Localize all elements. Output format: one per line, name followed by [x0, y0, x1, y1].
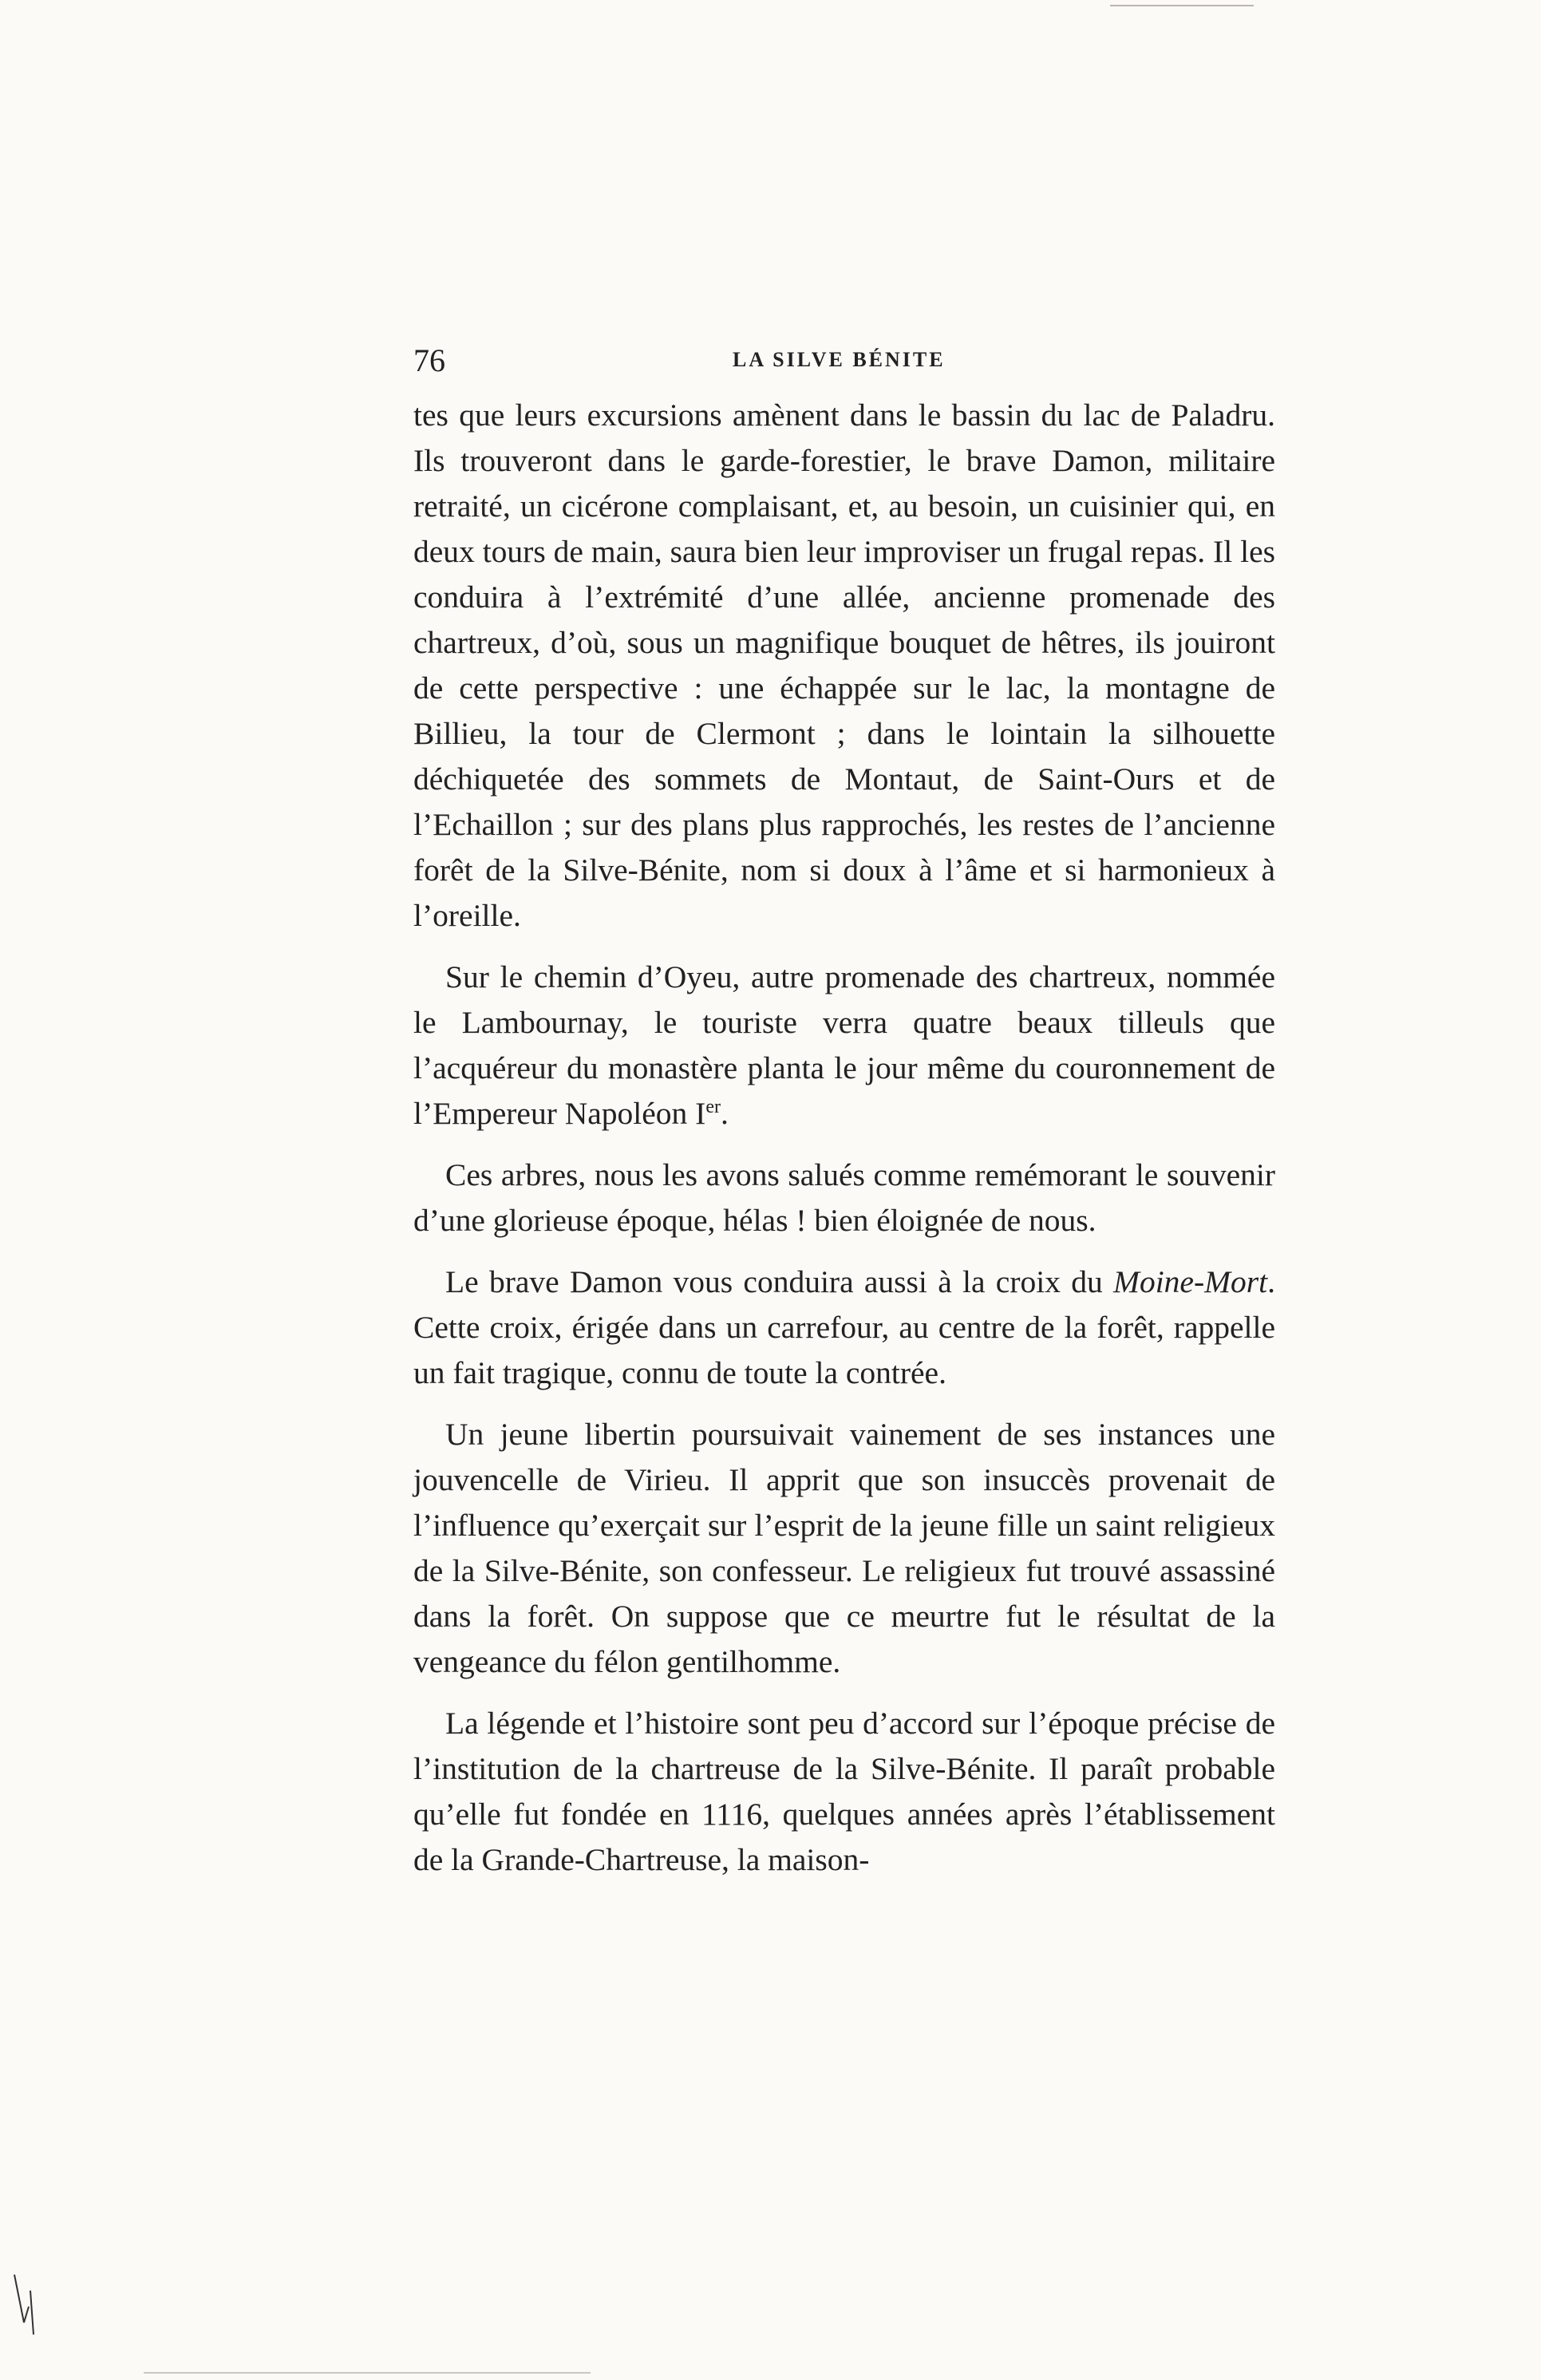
paragraph-4	[413, 1259, 1275, 1396]
page-header	[413, 342, 1275, 389]
scan-edge-line-top	[1110, 5, 1254, 6]
page-number: 76	[413, 342, 445, 378]
scan-edge-mark-icon	[10, 2267, 41, 2338]
paragraph-3: Ces arbres, nous les avons salués comme remémorant le souvenir d’une glorieuse époque, hélas ! bien éloignée de nous.	[413, 1157, 1275, 1238]
paragraph-1: tes que leurs excursions amènent dans le bassin du lac de Paladru. Ils trouveront dans le garde-forestier, le brave Damon, militaire retraité, un cicérone complaisant, et, au besoin, un cuisinier qui, en deux tours de main, saura bien leur improviser un frugal repas. Il les conduira à l’extrémité d’une allée, ancienne promenade des chartreux, d’où, sous un magnifique bouquet de hêtres, ils jouiront de cette perspective : une échappée sur le lac, la montagne de Billieu, la tour de Clermont ; dans le lointain la silhouette déchiquetée des sommets de Montaut, de Saint-Ours et de l’Echaillon ; sur des plans plus rapprochés, les restes de l’ancienne forêt de la Silve-Bénite, nom si doux à l’âme et si harmonieux à l’oreille.	[413, 397, 1275, 933]
running-title: LA SILVE BÉNITE	[733, 348, 946, 371]
paragraph-2-text: Sur le chemin d’Oyeu, autre promenade des chartreux, nommée le Lambournay, le touriste verra quatre beaux tilleuls que l’acquéreur du monastère planta le jour même du couronnement de l’Empereur Napoléon I	[413, 959, 1275, 1131]
italic-moine-mort: Moine-Mort	[1113, 1264, 1268, 1299]
paragraph-4-end: . Cette croix, érigée dans un carrefour, au centre de la forêt, rappelle un fait tragique, connu de toute la contrée.	[413, 1264, 1275, 1390]
paragraph-5: Un jeune libertin poursuivait vainement de ses instances une jouvencelle de Virieu. Il apprit que son insuccès provenait de l’influence qu’exerçait sur l’esprit de la jeune fille un saint religieux de la Silve-Bénite, son confesseur. Le religieux fut trouvé assassiné dans la forêt. On suppose que ce meurtre fut le résultat de la vengeance du félon gentilhomme.	[413, 1417, 1275, 1679]
paragraph-4-text: Le brave Damon vous conduira aussi à la croix du	[445, 1264, 1114, 1299]
paragraph-2-end: .	[720, 1096, 729, 1131]
paragraph-6: La légende et l’histoire sont peu d’accord sur l’époque précise de l’institution de la chartreuse de la Silve-Bénite. Il paraît probable qu’elle fut fondée en 1116, quelques années après l’établissement de la Grande-Chartreuse, la maison-	[413, 1706, 1275, 1877]
superscript-er: er	[705, 1096, 721, 1117]
body-text	[413, 393, 1275, 1899]
paragraph-2	[413, 955, 1275, 1137]
scan-edge-line-bottom	[144, 2372, 591, 2374]
